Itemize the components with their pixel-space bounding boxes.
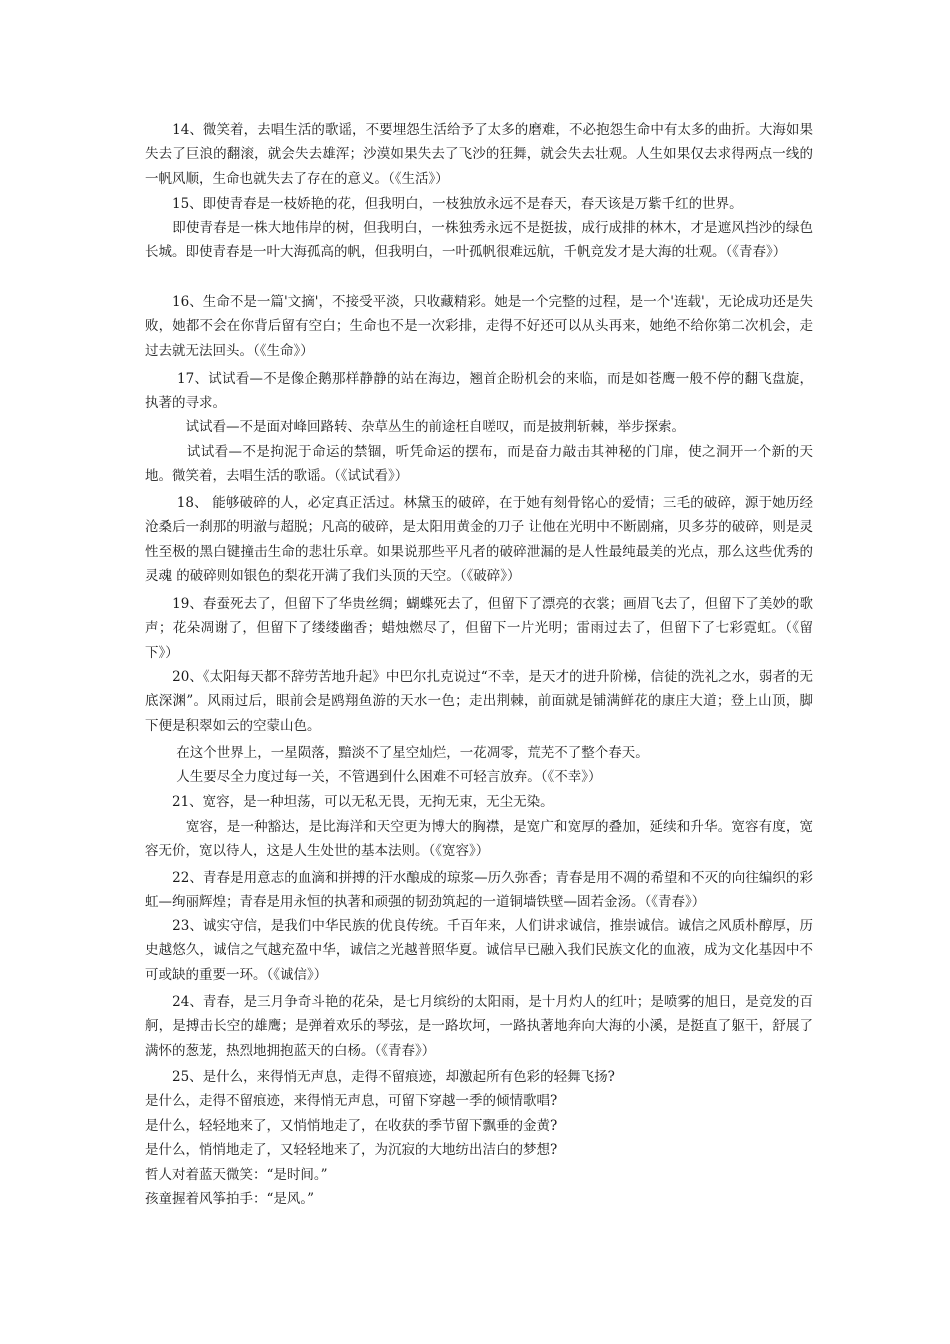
paragraph-25f: 孩童握着风筝拍手：“是风。” [145,1191,315,1207]
paragraph-24: 24、青春，是三月争奇斗艳的花朵，是七月缤纷的太阳雨，是十月灼人的红叶；是喷雾的旭日，是竞发的百舸，是搏击长空的雄鹰；是弹着欢乐的琴弦，是一路坎坷，一路执著地奔向大海的小溪，是挺直了躯干，舒展了满怀的葱茏，热烈地拥抱蓝天的白杨。（《青春》） [145,994,813,1059]
paragraph-14: 14、微笑着，去唱生活的歌谣，不要埋怨生活给予了太多的磨难，不必抱怨生命中有太多的曲折。大海如果失去了巨浪的翻滚，就会失去雄浑；沙漠如果失去了飞沙的狂舞，就会失去壮观。人生如果仅去求得两点一线的一帆风顺，生命也就失去了存在的意义。（《生活》） [145,122,813,187]
paragraph-25a: 25、是什么，来得悄无声息，走得不留痕迹，却激起所有色彩的轻舞飞扬? [145,1069,615,1085]
paragraph-21b: 宽容，是一种豁达，是比海洋和天空更为博大的胸襟，是宽广和宽厚的叠加，延续和升华。宽容有度，宽容无价，宽以待人，这是人生处世的基本法则。（《宽容》） [145,819,813,860]
paragraph-25d: 是什么，悄悄地走了，又轻轻地来了，为沉寂的大地纺出洁白的梦想? [145,1142,558,1158]
paragraph-20c: 人生要尽全力度过每一关，不管遇到什么困难不可轻言放弃。（《不幸》） [145,769,602,785]
paragraph-17a: 17、试试看—不是像企鹅那样静静的站在海边，翘首企盼机会的来临，而是如苍鹰一般不停的翻飞盘旋，执著的寻求。 [145,371,813,412]
paragraph-19: 19、春蚕死去了，但留下了华贵丝绸；蝴蝶死去了，但留下了漂亮的衣裳；画眉飞去了，但留下了美妙的歌声；花朵凋谢了，但留下了缕缕幽香；蜡烛燃尽了，但留下一片光明；雷雨过去了，但留下了七彩霓虹。（《留下》） [145,596,813,661]
paragraph-23: 23、诚实守信，是我们中华民族的优良传统。千百年来，人们讲求诚信，推崇诚信。诚信之风质朴醇厚，历史越悠久，诚信之气越充盈中华，诚信之光越普照华夏。诚信早已融入我们民族文化的血液，成为文化基因中不可或缺的重要一环。（《诚信》） [145,918,813,983]
paragraph-21a: 21、宽容，是一种坦荡，可以无私无畏，无拘无束，无尘无染。 [145,794,554,810]
paragraph-16: 16、生命不是一篇'文摘'，不接受平淡，只收藏精彩。她是一个完整的过程，是一个'连载'，无论成功还是失败，她都不会在你背后留有空白；生命也不是一次彩排，走得不好还可以从头再来，她绝不给你第二次机会，走过去就无法回头。（《生命》） [145,294,813,359]
paragraph-17b: 试试看—不是面对峰回路转、杂草丛生的前途枉自嗟叹，而是披荆斩棘，举步探索。 [145,419,685,435]
paragraph-20b: 在这个世界上，一星陨落，黯淡不了星空灿烂，一花凋零，荒芜不了整个春天。 [145,745,649,761]
paragraph-22: 22、青春是用意志的血滴和拼搏的汗水酿成的琼浆—历久弥香；青春是用不凋的希望和不灭的向往编织的彩虹—绚丽辉煌；青春是用永恒的执著和顽强的韧劲筑起的一道铜墙铁壁—固若金汤。（《青春》） [145,870,813,911]
paragraph-25c: 是什么，轻轻地来了，又悄悄地走了，在收获的季节留下飘垂的金黄? [145,1118,558,1134]
paragraph-20a: 20、《太阳每天都不辞劳苦地升起》中巴尔扎克说过“不幸，是天才的进升阶梯，信徒的洗礼之水，弱者的无底深渊”。风雨过后，眼前会是鸥翔鱼游的天水一色；走出荆棘，前面就是铺满鲜花的康庄大道；登上山顶，脚下便是积翠如云的空蒙山色。 [145,669,813,734]
paragraph-25e: 哲人对着蓝天微笑：“是时间。” [145,1167,328,1183]
paragraph-15a: 15、即使青春是一枝娇艳的花，但我明白，一枝独放永远不是春天，春天该是万紫千红的世界。 [145,196,743,212]
paragraph-17c: 试试看—不是拘泥于命运的禁锢，听凭命运的摆布，而是奋力敲击其神秘的门扉，使之洞开一个新的天地。微笑着，去唱生活的歌谣。（《试试看》） [145,444,813,485]
paragraph-15b: 即使青春是一株大地伟岸的树，但我明白，一株独秀永远不是挺拔，成行成排的林木，才是遮风挡沙的绿色长城。即使青春是一叶大海孤高的帆，但我明白，一叶孤帆很难远航，千帆竞发才是大海的壮观。（《青春》） [145,220,813,261]
paragraph-18: 18、 能够破碎的人，必定真正活过。林黛玉的破碎，在于她有刻骨铭心的爱情；三毛的破碎，源于她历经沧桑后一刹那的明澈与超脱；凡高的破碎，是太阳用黄金的刀子 让他在光明中不断剧痛，贝多芬的破碎，则是灵性至极的黑白键撞击生命的悲壮乐章。如果说那些平凡者的破碎泄漏的是人性最纯最美的光点，那么这些优秀的灵魂 的破碎则如银色的梨花开满了我们头顶的天空。（《破碎》） [145,495,813,585]
paragraph-25b: 是什么，走得不留痕迹，来得悄无声息，可留下穿越一季的倾情歌唱? [145,1093,558,1109]
